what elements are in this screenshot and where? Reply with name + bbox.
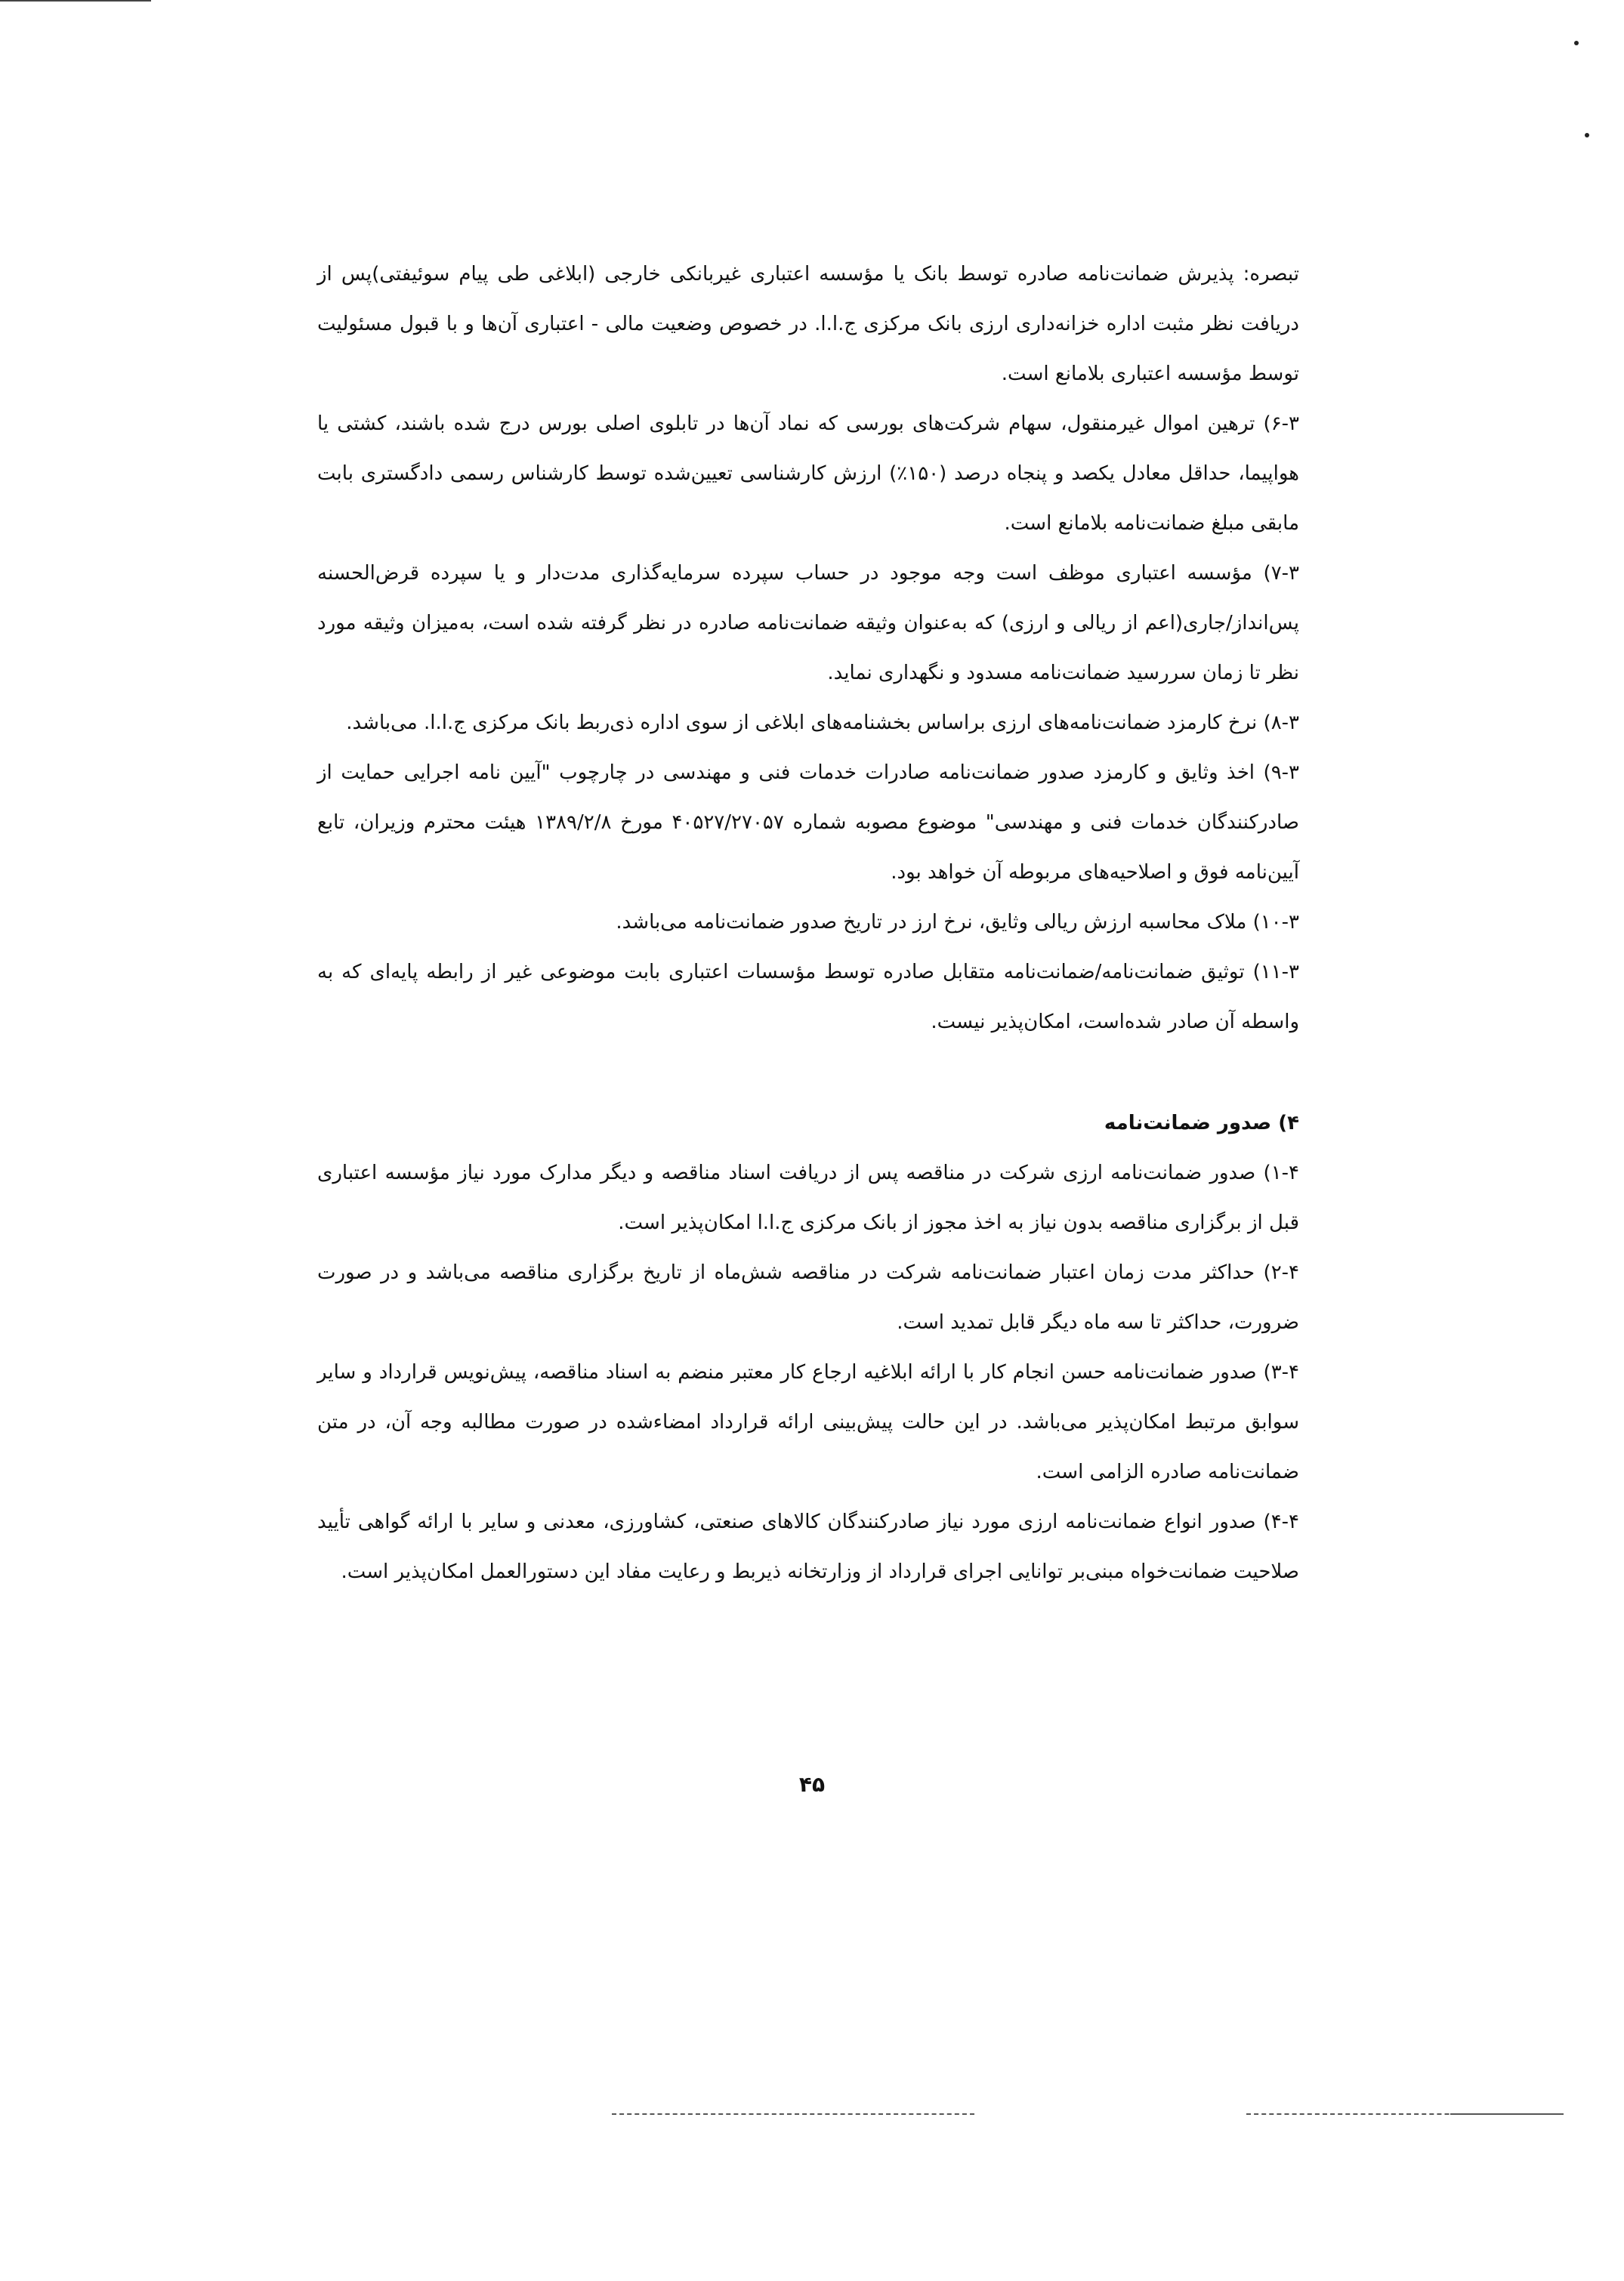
clause-3-8: ۸-۳) نرخ کارمزد ضمانت‌نامه‌های ارزی براساس بخشنامه‌های ابلاغی از سوی اداره ذی‌ربط بانک مرکزی ج.ا.ا. می‌باشد. xyxy=(346,711,1299,734)
footer-dashed-line xyxy=(612,2113,974,2115)
clause-3-7: ۷-۳) مؤسسه اعتباری موظف است وجه موجود در حساب سپرده سرمایه‌گذاری مدت‌دار و یا سپرده قرض‌الحسنه پس‌انداز/جاری(اعم از ریالی و ارزی) که به‌عنوان وثیقه ضمانت‌نامه صادره در نظر گرفته شده است، به‌میزان وثیقه مورد نظر تا زمان سررسید ضمانت‌نامه مسدود و نگهداری نماید. xyxy=(317,562,1299,684)
document-body xyxy=(317,249,1299,1597)
footer-solid-line xyxy=(1450,2113,1564,2115)
clause-3-6: ۶-۳) ترهین اموال غیرمنقول، سهام شرکت‌های بورسی که نماد آن‌ها در تابلوی اصلی بورس درج شده باشند، کشتی یا هواپیما، حداقل معادل یکصد و پنجاه درصد (۱۵۰٪) ارزش کارشناسی تعیین‌شده توسط کارشناس رسمی دادگستری بابت مابقی مبلغ ضمانت‌نامه بلامانع است. xyxy=(317,412,1299,535)
section-spacer xyxy=(317,1047,1299,1098)
clause-3-9: ۹-۳) اخذ وثایق و کارمزد صدور ضمانت‌نامه صادرات خدمات فنی و مهندسی در چارچوب "آیین نامه اجرایی حمایت از صادرکنندگان خدمات فنی و مهندسی" موضوع مصوبه شماره ۴۰۵۲۷/۲۷۰۵۷ مورخ ۱۳۸۹/۲/۸ هیئت محترم وزیران، تابع آیین‌نامه فوق و اصلاحیه‌های مربوطه آن خواهد بود. xyxy=(317,761,1299,884)
top-scan-edge-line xyxy=(0,0,151,2)
note-paragraph: تبصره: پذیرش ضمانت‌نامه صادره توسط بانک یا مؤسسه اعتباری غیربانکی خارجی (ابلاغی طی پیام سوئیفتی)پس از دریافت نظر مثبت اداره خزانه‌داری ارزی بانک مرکزی ج.ا.ا. در خصوص وضعیت مالی - اعتباری آن‌ها و با قبول مسئولیت توسط مؤسسه اعتباری بلامانع است. xyxy=(317,263,1299,385)
clause-4-3: ۳-۴) صدور ضمانت‌نامه حسن انجام کار با ارائه ابلاغیه ارجاع کار معتبر منضم به اسناد مناقصه، پیش‌نویس قرارداد و سایر سوابق مرتبط امکان‌پذیر می‌باشد. در این حالت پیش‌بینی ارائه قرارداد امضاءشده در صورت مطالبه وجه آن، در متن ضمانت‌نامه صادره الزامی است. xyxy=(317,1361,1299,1483)
clause-3-11: ۱۱-۳) توثیق ضمانت‌نامه/ضمانت‌نامه متقابل صادره توسط مؤسسات اعتباری بابت موضوعی غیر از رابطه پایه‌ای که به واسطه آن صادر شده‌است، امکان‌پذیر نیست. xyxy=(317,961,1299,1033)
page-number: ۴۵ xyxy=(798,1772,826,1797)
clause-4-2: ۲-۴) حداکثر مدت زمان اعتبار ضمانت‌نامه شرکت در مناقصه شش‌ماه از تاریخ برگزاری مناقصه می‌باشد و در صورت ضرورت، حداکثر تا سه ماه دیگر قابل تمدید است. xyxy=(317,1261,1299,1334)
section-heading: ۴) صدور ضمانت‌نامه xyxy=(1104,1112,1299,1134)
clause-4-4: ۴-۴) صدور انواع ضمانت‌نامه ارزی مورد نیاز صادرکنندگان کالاهای صنعتی، کشاورزی، معدنی و سایر با ارائه گواهی تأیید صلاحیت ضمانت‌خواه مبنی‌بر توانایی اجرای قرارداد از وزارتخانه ذیربط و رعایت مفاد این دستورالعمل امکان‌پذیر است. xyxy=(317,1511,1299,1583)
scan-speck-mark xyxy=(1585,133,1589,137)
scan-speck-mark xyxy=(1574,41,1579,45)
clause-4-1: ۱-۴) صدور ضمانت‌نامه ارزی شرکت در مناقصه پس از دریافت اسناد مناقصه و دیگر مدارک مورد نیاز مؤسسه اعتباری قبل از برگزاری مناقصه بدون نیاز به اخذ مجوز از بانک مرکزی ج.ا.ا امکان‌پذیر است. xyxy=(317,1162,1299,1234)
clause-3-10: ۱۰-۳) ملاک محاسبه ارزش ریالی وثایق، نرخ ارز در تاریخ صدور ضمانت‌نامه می‌باشد. xyxy=(616,911,1299,934)
